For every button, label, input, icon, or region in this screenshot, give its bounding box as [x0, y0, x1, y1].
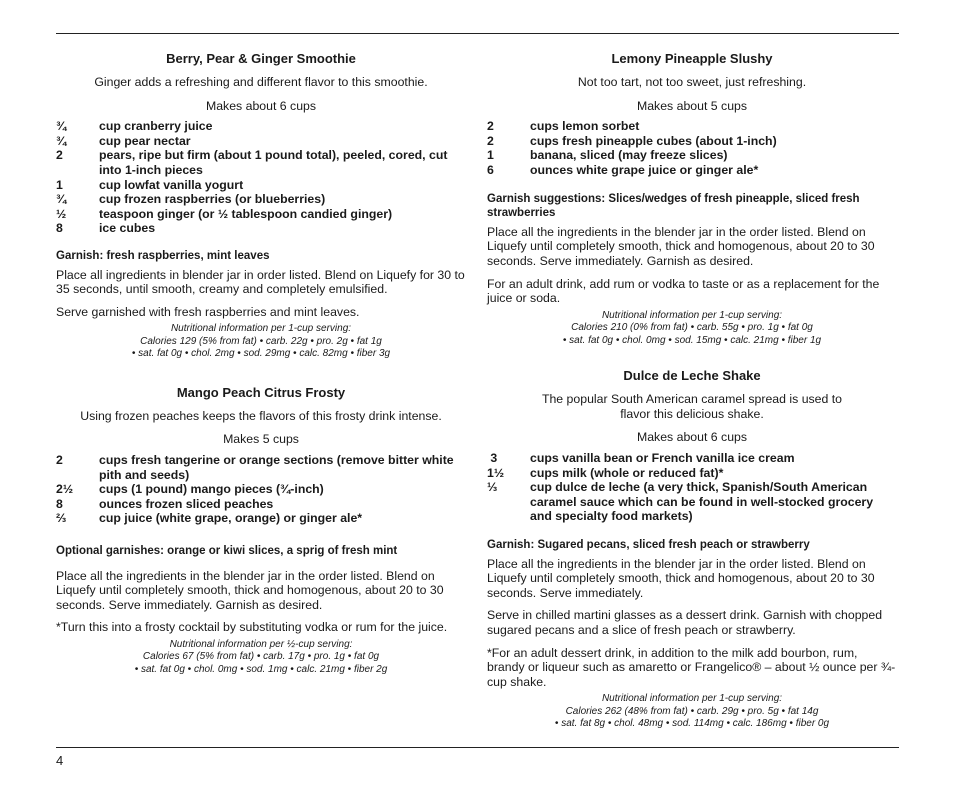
- ingredient-qty: 2: [487, 133, 494, 148]
- recipe-instruction: Place all ingredients in blender jar in order listed. Blend on Liquefy for 30 to 35 seconds, until smooth, creamy and completely emulsified.: [56, 267, 465, 297]
- ingredient-qty: ½: [56, 206, 67, 221]
- recipe-garnish: Optional garnishes: orange or kiwi slices, a sprig of fresh mint: [56, 544, 398, 557]
- ingredient-qty: 3: [487, 451, 498, 465]
- ingredient-row: [487, 148, 897, 163]
- ingredient-text: cup cranberry juice: [99, 119, 213, 134]
- recipe-mango: [56, 384, 466, 677]
- recipe-instruction: For an adult drink, add rum or vodka to taste or as a replacement for the juice or soda.: [487, 276, 880, 306]
- ingredient-text: ounces white grape juice or ginger ale*: [530, 162, 759, 177]
- ingredient-row: [487, 466, 897, 481]
- ingredient-qty: ⅔: [56, 511, 67, 526]
- recipe-instruction: *Turn this into a frosty cocktail by substituting vodka or rum for the juice.: [56, 620, 448, 635]
- ingredient-text: cup juice (white grape, orange) or ginger ale*: [99, 511, 363, 526]
- nutrition-heading: Nutritional information per 1-cup serving:: [601, 309, 783, 321]
- ingredient-qty: 8: [56, 221, 63, 236]
- ingredient-row: [56, 207, 466, 222]
- recipe-intro: Ginger adds a refreshing and different flavor to this smoothie.: [94, 75, 428, 89]
- recipe-lemony: [487, 50, 897, 347]
- ingredient-qty: 8: [56, 496, 63, 511]
- recipe-instruction: Place all the ingredients in the blender jar in the order listed. Blend on Liquefy until completely smooth, thick and homogenous, about 20 to 30 seconds. Serve immediately. Garnish as desired.: [487, 224, 875, 268]
- nutrition-info: [56, 639, 466, 677]
- ingredient-row: [56, 453, 466, 482]
- ingredient-qty: ¾: [56, 133, 67, 148]
- recipe-dulce: [487, 367, 897, 731]
- nutrition-line: Calories 129 (5% from fat) • carb. 22g • pro. 2g • fat 1g: [140, 335, 382, 347]
- ingredient-row: [56, 221, 466, 236]
- nutrition-info: [487, 310, 897, 348]
- ingredient-row: [56, 192, 466, 207]
- nutrition-line: Calories 210 (0% from fat) • carb. 55g • pro. 1g • fat 0g: [571, 322, 813, 334]
- ingredient-text: cup pear nectar: [99, 133, 191, 148]
- ingredient-list: [56, 119, 466, 236]
- ingredient-text: cups vanilla bean or French vanilla ice cream: [530, 451, 795, 465]
- ingredient-row: [487, 119, 897, 134]
- nutrition-info: [487, 693, 897, 731]
- ingredient-list: [487, 119, 897, 177]
- ingredient-row: [56, 148, 466, 177]
- ingredient-qty: ¾: [56, 119, 67, 134]
- ingredient-row: [487, 134, 897, 149]
- ingredient-list: [56, 453, 466, 526]
- recipe-garnish: Garnish suggestions: Slices/wedges of fresh pineapple, sliced fresh strawberries: [487, 192, 860, 220]
- ingredient-row: [56, 497, 466, 512]
- ingredient-text: cup lowfat vanilla yogurt: [99, 177, 244, 192]
- recipe-yield: Makes 5 cups: [223, 432, 299, 447]
- ingredient-qty: 1½: [487, 465, 505, 480]
- recipe-instruction: Serve garnished with fresh raspberries and mint leaves.: [56, 304, 360, 319]
- ingredient-qty: ¾: [56, 192, 67, 207]
- recipe-garnish: Garnish: fresh raspberries, mint leaves: [56, 249, 270, 262]
- ingredient-text: ice cubes: [99, 221, 156, 236]
- ingredient-text: cup dulce de leche (a very thick, Spanish/South American caramel sauce which can be found in well-stocked grocery and specialty food markets): [530, 480, 874, 524]
- ingredient-row: [56, 511, 466, 526]
- left-column: [56, 50, 466, 676]
- recipe-title: Dulce de Leche Shake: [623, 368, 761, 384]
- nutrition-line: • sat. fat 8g • chol. 48mg • sod. 114mg • calc. 186mg • fiber 0g: [554, 718, 830, 730]
- ingredient-text: teaspoon ginger (or ½ tablespoon candied ginger): [99, 206, 393, 221]
- recipe-title: Mango Peach Citrus Frosty: [176, 384, 346, 400]
- right-column: [487, 50, 897, 731]
- ingredient-qty: 2: [56, 148, 63, 163]
- ingredient-row: [487, 451, 897, 466]
- ingredient-qty: 1: [487, 148, 494, 163]
- ingredient-text: cups fresh pineapple cubes (about 1-inch): [530, 133, 777, 148]
- nutrition-heading: Nutritional information per ½-cup serving:: [169, 638, 353, 650]
- page-number: 4: [56, 753, 64, 768]
- recipe-instruction: Place all the ingredients in the blender jar in the order listed. Blend on Liquefy until completely smooth, thick and homogenous, about 20 to 30 seconds. Serve immediately.: [487, 556, 875, 600]
- ingredient-qty: 2: [487, 119, 494, 134]
- ingredient-row: [56, 482, 466, 497]
- ingredient-list: [487, 451, 897, 524]
- nutrition-line: • sat. fat 0g • chol. 0mg • sod. 15mg • calc. 21mg • fiber 1g: [562, 334, 822, 346]
- ingredient-qty: 1: [56, 177, 63, 192]
- recipe-instruction: Place all the ingredients in the blender jar in the order listed. Blend on Liquefy until completely smooth, thick and homogenous, about 20 to 30 seconds. Serve immediately. Garnish as desired.: [56, 568, 444, 612]
- ingredient-row: [56, 178, 466, 193]
- recipe-intro: Using frozen peaches keeps the flavors of this frosty drink intense.: [80, 408, 442, 423]
- ingredient-qty: 2½: [56, 482, 74, 497]
- ingredient-text: cup frozen raspberries (or blueberries): [99, 192, 326, 207]
- recipe-garnish: Garnish: Sugared pecans, sliced fresh peach or strawberry: [487, 538, 810, 551]
- recipe-yield: Makes about 6 cups: [636, 430, 748, 445]
- ingredient-row: [56, 134, 466, 149]
- nutrition-line: • sat. fat 0g • chol. 2mg • sod. 29mg • calc. 82mg • fiber 3g: [131, 348, 391, 360]
- recipe-yield: Makes about 5 cups: [636, 98, 748, 113]
- nutrition-heading: Nutritional information per 1-cup serving:: [601, 693, 783, 705]
- recipe-yield: Makes about 6 cups: [205, 98, 317, 113]
- ingredient-qty: ⅓: [487, 480, 498, 495]
- ingredient-row: [56, 119, 466, 134]
- recipe-title: Lemony Pineapple Slushy: [611, 51, 773, 66]
- recipe-intro: The popular South American caramel spread is used to flavor this delicious shake.: [541, 392, 843, 421]
- recipe-instruction: Serve in chilled martini glasses as a dessert drink. Garnish with chopped sugared pecans and a slice of fresh peach or strawberry.: [487, 608, 883, 637]
- ingredient-text: cups (1 pound) mango pieces (¾-inch): [99, 482, 324, 497]
- ingredient-row: [487, 480, 897, 524]
- top-rule: [56, 33, 899, 34]
- ingredient-text: cups lemon sorbet: [530, 119, 640, 134]
- nutrition-info: [56, 323, 466, 361]
- nutrition-line: Calories 67 (5% from fat) • carb. 17g • pro. 1g • fat 0g: [142, 651, 380, 663]
- ingredient-text: ounces frozen sliced peaches: [99, 496, 274, 511]
- recipe-title: Berry, Pear & Ginger Smoothie: [166, 51, 356, 66]
- nutrition-line: Calories 262 (48% from fat) • carb. 29g • pro. 5g • fat 14g: [565, 705, 819, 717]
- ingredient-qty: 2: [56, 453, 63, 467]
- ingredient-text: cups fresh tangerine or orange sections (remove bitter white pith and seeds): [99, 453, 454, 482]
- bottom-rule: [56, 747, 899, 748]
- ingredient-text: banana, sliced (may freeze slices): [530, 148, 728, 163]
- ingredient-text: cups milk (whole or reduced fat)*: [530, 465, 724, 480]
- ingredient-text: pears, ripe but firm (about 1 pound total), peeled, cored, cut into 1-inch pieces: [99, 148, 448, 177]
- recipe-intro: Not too tart, not too sweet, just refreshing.: [577, 75, 807, 89]
- recipe-instruction: *For an adult dessert drink, in addition to the milk add bourbon, rum, brandy or liqueur such as amaretto or Frangelico® – about ½ ounce per ¾-cup shake.: [487, 645, 896, 689]
- recipe-berry: [56, 50, 466, 361]
- nutrition-line: • sat. fat 0g • chol. 0mg • sod. 1mg • calc. 21mg • fiber 2g: [134, 663, 388, 675]
- ingredient-row: [487, 163, 897, 178]
- ingredient-qty: 6: [487, 162, 494, 177]
- nutrition-heading: Nutritional information per 1-cup serving:: [170, 323, 352, 335]
